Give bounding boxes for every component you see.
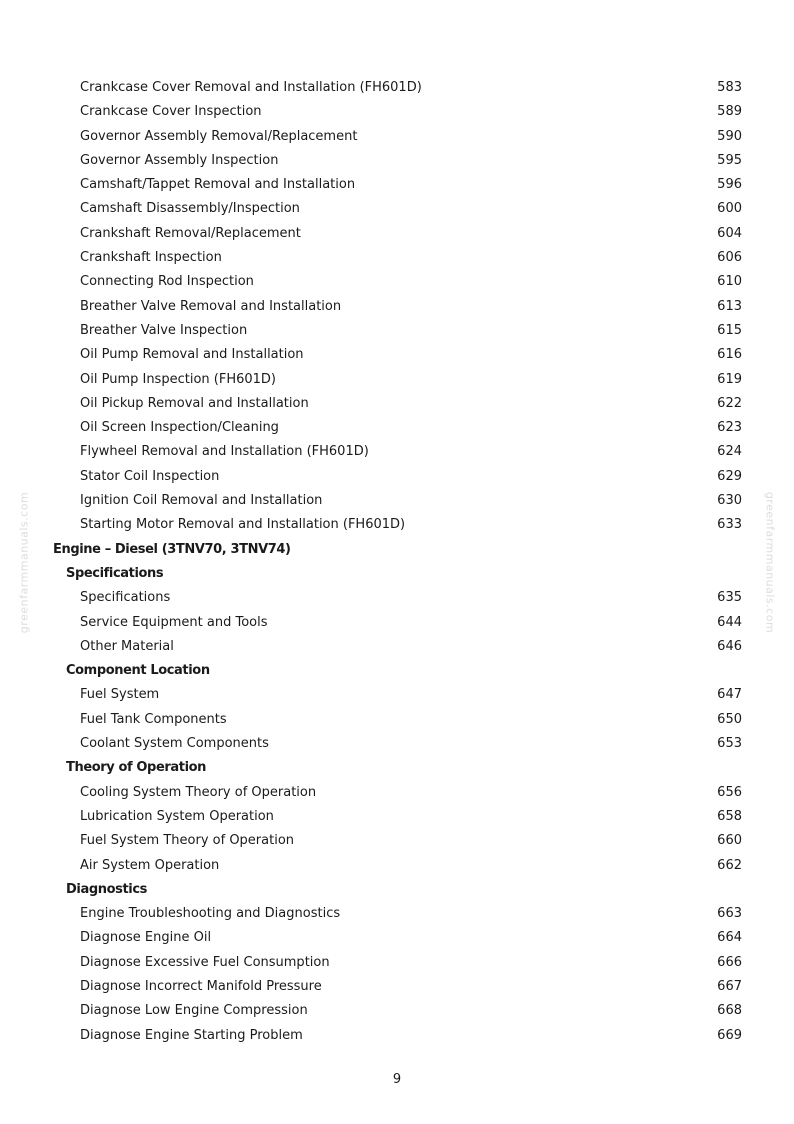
toc-page-number: 646 xyxy=(717,638,742,654)
toc-entry[interactable] xyxy=(0,611,794,635)
table-of-contents xyxy=(0,76,794,1048)
toc-page-number: 666 xyxy=(717,954,742,970)
toc-page-number: 663 xyxy=(717,906,742,922)
toc-entry[interactable] xyxy=(0,76,794,100)
toc-title: Oil Pump Removal and Installation xyxy=(80,347,304,363)
toc-entry[interactable] xyxy=(0,683,794,707)
toc-page-number: 664 xyxy=(717,930,742,946)
toc-page-number: 629 xyxy=(717,468,742,484)
toc-title: Oil Pickup Removal and Installation xyxy=(80,395,309,411)
toc-entry[interactable] xyxy=(0,586,794,610)
toc-title: Crankcase Cover Removal and Installation (FH601D) xyxy=(80,80,422,95)
toc-entry[interactable] xyxy=(0,829,794,853)
toc-entry[interactable] xyxy=(0,465,794,489)
toc-title: Oil Pump Inspection (FH601D) xyxy=(80,371,276,387)
toc-entry[interactable] xyxy=(0,732,794,756)
toc-page-number: 656 xyxy=(717,784,742,800)
toc-title: Fuel System Theory of Operation xyxy=(80,833,295,849)
toc-subsection-heading xyxy=(0,878,794,902)
toc-title: Coolant System Components xyxy=(80,736,269,752)
toc-page-number: 595 xyxy=(717,152,742,168)
toc-entry[interactable] xyxy=(0,975,794,999)
toc-entry[interactable] xyxy=(0,440,794,464)
toc-page-number: 658 xyxy=(717,808,742,824)
toc-title: Specifications xyxy=(80,590,171,606)
toc-page-number: 660 xyxy=(717,833,742,849)
toc-page-number: 630 xyxy=(717,493,742,509)
toc-entry[interactable] xyxy=(0,125,794,149)
toc-entry[interactable] xyxy=(0,708,794,732)
toc-entry[interactable] xyxy=(0,149,794,173)
toc-page-number: 610 xyxy=(717,274,742,290)
toc-title: Crankcase Cover Inspection xyxy=(80,104,262,120)
toc-title: Engine – Diesel (3TNV70, 3TNV74) xyxy=(53,541,291,557)
toc-title: Diagnose Low Engine Compression xyxy=(80,1003,308,1019)
toc-title: Crankshaft Removal/Replacement xyxy=(80,225,301,241)
toc-title: Oil Screen Inspection/Cleaning xyxy=(80,420,279,436)
toc-entry[interactable] xyxy=(0,902,794,926)
toc-page-number: 589 xyxy=(717,104,742,120)
toc-entry[interactable] xyxy=(0,368,794,392)
toc-page-number: 633 xyxy=(717,517,742,533)
toc-entry[interactable] xyxy=(0,926,794,950)
toc-title: Engine Troubleshooting and Diagnostics xyxy=(80,906,341,922)
toc-page-number: 667 xyxy=(717,978,742,994)
toc-title: Stator Coil Inspection xyxy=(80,468,220,484)
toc-title: Diagnose Excessive Fuel Consumption xyxy=(80,954,330,970)
toc-entry[interactable] xyxy=(0,489,794,513)
toc-title: Cooling System Theory of Operation xyxy=(80,784,317,800)
toc-page-number: 635 xyxy=(717,590,742,606)
toc-entry[interactable] xyxy=(0,854,794,878)
toc-page-number: 622 xyxy=(717,395,742,411)
page-number: 9 xyxy=(392,1072,402,1087)
toc-page-number: 615 xyxy=(717,322,742,338)
toc-title: Component Location xyxy=(66,663,210,679)
toc-title: Lubrication System Operation xyxy=(80,808,274,824)
toc-title: Connecting Rod Inspection xyxy=(80,274,254,290)
toc-page-number: 604 xyxy=(717,225,742,241)
toc-subsection-heading xyxy=(0,756,794,780)
toc-entry[interactable] xyxy=(0,805,794,829)
toc-title: Crankshaft Inspection xyxy=(80,250,222,266)
toc-title: Diagnose Incorrect Manifold Pressure xyxy=(80,978,322,994)
watermark-right: greenfarmmanuals.com xyxy=(763,491,777,634)
toc-entry[interactable] xyxy=(0,951,794,975)
toc-title: Diagnostics xyxy=(66,881,147,897)
toc-title: Camshaft/Tappet Removal and Installation xyxy=(80,177,356,193)
toc-page-number: 653 xyxy=(717,736,742,752)
toc-title: Service Equipment and Tools xyxy=(80,614,268,630)
toc-page-number: 669 xyxy=(717,1027,742,1043)
watermark-left: greenfarmmanuals.com xyxy=(17,491,31,634)
toc-entry[interactable] xyxy=(0,197,794,221)
toc-title: Fuel Tank Components xyxy=(80,711,227,727)
toc-title: Breather Valve Inspection xyxy=(80,322,248,338)
toc-title: Governor Assembly Inspection xyxy=(80,152,279,168)
toc-page-number: 619 xyxy=(717,371,742,387)
toc-subsection-heading xyxy=(0,659,794,683)
toc-entry[interactable] xyxy=(0,270,794,294)
toc-page-number: 616 xyxy=(717,347,742,363)
toc-entry[interactable] xyxy=(0,999,794,1023)
toc-title: Fuel System xyxy=(80,687,160,703)
toc-entry[interactable] xyxy=(0,295,794,319)
toc-page-number: 624 xyxy=(717,444,742,460)
toc-page-number: 647 xyxy=(717,687,742,703)
toc-entry[interactable] xyxy=(0,416,794,440)
toc-entry[interactable] xyxy=(0,319,794,343)
toc-section-heading xyxy=(0,538,794,562)
toc-entry[interactable] xyxy=(0,392,794,416)
toc-title: Specifications xyxy=(66,565,164,581)
toc-page-number: 613 xyxy=(717,298,742,314)
toc-title: Other Material xyxy=(80,638,174,654)
toc-page-number: 668 xyxy=(717,1003,742,1019)
toc-title: Air System Operation xyxy=(80,857,220,873)
toc-title: Diagnose Engine Starting Problem xyxy=(80,1027,303,1043)
toc-entry[interactable] xyxy=(0,1024,794,1048)
toc-page-number: 600 xyxy=(717,201,742,217)
toc-title: Flywheel Removal and Installation (FH601D) xyxy=(80,444,369,460)
toc-entry[interactable] xyxy=(0,343,794,367)
toc-page-number: 583 xyxy=(717,80,742,95)
toc-entry[interactable] xyxy=(0,100,794,124)
toc-title: Ignition Coil Removal and Installation xyxy=(80,493,323,509)
toc-page-number: 662 xyxy=(717,857,742,873)
toc-page-number: 644 xyxy=(717,614,742,630)
toc-entry[interactable] xyxy=(0,513,794,537)
toc-entry[interactable] xyxy=(0,173,794,197)
toc-subsection-heading xyxy=(0,562,794,586)
toc-page-number: 596 xyxy=(717,177,742,193)
toc-title: Camshaft Disassembly/Inspection xyxy=(80,201,300,217)
toc-title: Starting Motor Removal and Installation (FH601D) xyxy=(80,517,406,533)
toc-entry[interactable] xyxy=(0,222,794,246)
toc-title: Theory of Operation xyxy=(66,760,207,776)
toc-title: Breather Valve Removal and Installation xyxy=(80,298,342,314)
toc-page-number: 590 xyxy=(717,128,742,144)
toc-title: Governor Assembly Removal/Replacement xyxy=(80,128,358,144)
toc-entry[interactable] xyxy=(0,635,794,659)
toc-title: Diagnose Engine Oil xyxy=(80,930,212,946)
toc-entry[interactable] xyxy=(0,781,794,805)
toc-page-number: 623 xyxy=(717,420,742,436)
toc-page-number: 650 xyxy=(717,711,742,727)
toc-page-number: 606 xyxy=(717,250,742,266)
toc-entry[interactable] xyxy=(0,246,794,270)
